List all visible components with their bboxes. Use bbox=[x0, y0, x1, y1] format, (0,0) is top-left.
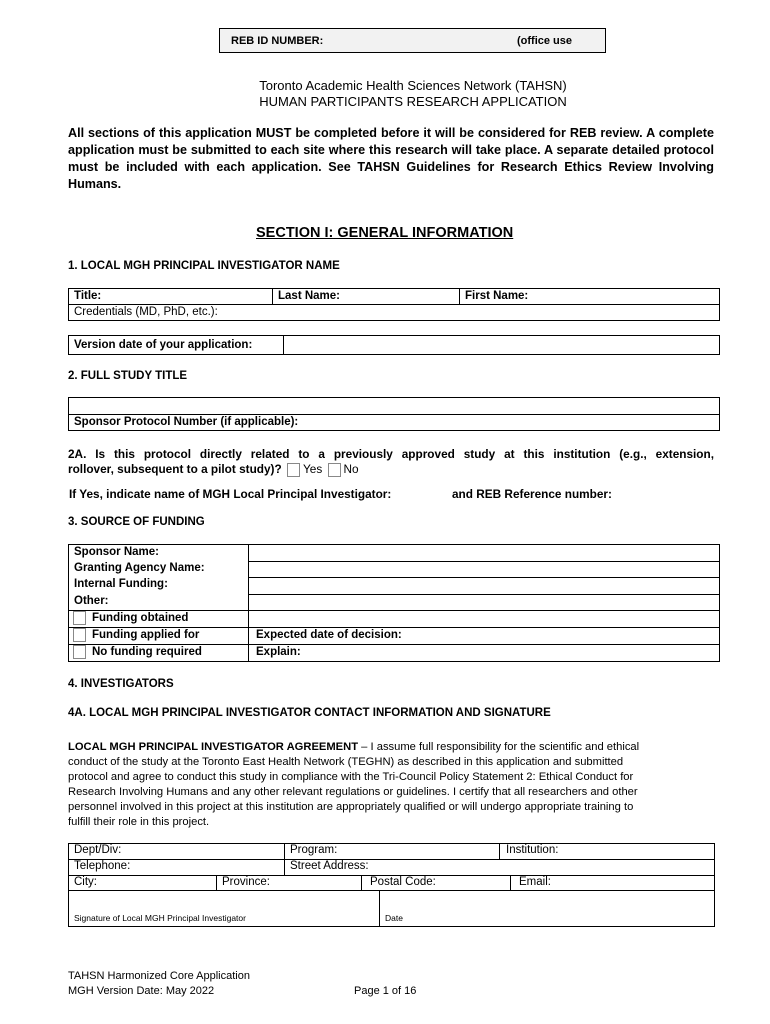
version-date-input[interactable] bbox=[284, 336, 719, 354]
section-1-heading: 1. LOCAL MGH PRINCIPAL INVESTIGATOR NAME bbox=[68, 260, 340, 272]
if-yes-label: If Yes, indicate name of MGH Local Principal Investigator: bbox=[69, 487, 392, 501]
granting-agency-input[interactable] bbox=[249, 562, 719, 577]
last-name-field[interactable]: Last Name: bbox=[278, 290, 340, 302]
title-field[interactable]: Title: bbox=[74, 290, 102, 302]
study-title-input[interactable] bbox=[69, 398, 719, 414]
no-funding-row bbox=[69, 645, 248, 659]
province-field[interactable]: Province: bbox=[222, 876, 270, 888]
dept-div-field[interactable]: Dept/Div: bbox=[74, 844, 122, 856]
section-3-heading: 3. SOURCE OF FUNDING bbox=[68, 516, 205, 528]
first-name-field[interactable]: First Name: bbox=[465, 290, 529, 302]
funding-obtained-label: Funding obtained bbox=[92, 612, 189, 625]
granting-agency-label: Granting Agency Name: bbox=[74, 562, 205, 574]
credentials-field[interactable]: Credentials (MD, PhD, etc.): bbox=[74, 306, 218, 318]
title-line-2: HUMAN PARTICIPANTS RESEARCH APPLICATION bbox=[259, 94, 567, 109]
question-2a-line-1: 2A. Is this protocol directly related to a previously approved study at this institution (e.g., extension, bbox=[68, 447, 714, 461]
agreement-line-4: Research Involving Humans and any other relevant regulations or guidelines. I certify that all researchers and other bbox=[68, 786, 638, 798]
funding-table bbox=[68, 544, 720, 662]
agreement-paragraph bbox=[68, 740, 728, 830]
agreement-title: LOCAL MGH PRINCIPAL INVESTIGATOR AGREEMENT bbox=[68, 741, 359, 753]
sponsor-protocol-field[interactable]: Sponsor Protocol Number (if applicable): bbox=[74, 416, 299, 428]
yes-checkbox[interactable] bbox=[287, 463, 300, 477]
no-funding-label: No funding required bbox=[92, 646, 202, 659]
intro-paragraph: All sections of this application MUST be completed before it will be considered for REB review. A complete application must be submitted to each site where this research will take place. A separate detailed protocol must be included with each application. See TAHSN Guidelines for Research Ethics Review Involving Humans. bbox=[68, 126, 714, 191]
no-funding-checkbox[interactable] bbox=[73, 645, 86, 659]
question-2a-line-2-text: rollover, subsequent to a pilot study)? bbox=[68, 462, 282, 476]
agreement-line-1 bbox=[68, 740, 728, 755]
section-4a-heading: 4A. LOCAL MGH PRINCIPAL INVESTIGATOR CONTACT INFORMATION AND SIGNATURE bbox=[68, 707, 551, 719]
version-date-table bbox=[68, 335, 720, 355]
title-line-1: Toronto Academic Health Sciences Network (TAHSN) bbox=[259, 78, 567, 93]
internal-funding-label: Internal Funding: bbox=[74, 578, 168, 590]
question-2a-line-2 bbox=[68, 462, 359, 477]
no-checkbox[interactable] bbox=[328, 463, 341, 477]
expected-date-field[interactable]: Expected date of decision: bbox=[256, 629, 402, 641]
reb-id-label: REB ID NUMBER: bbox=[231, 35, 324, 47]
reb-reference-label: and REB Reference number: bbox=[452, 487, 612, 501]
version-date-label: Version date of your application: bbox=[74, 339, 253, 351]
institution-field[interactable]: Institution: bbox=[506, 844, 559, 856]
other-funding-label: Other: bbox=[74, 595, 109, 607]
other-funding-input[interactable] bbox=[249, 595, 719, 610]
agreement-line-5: personnel involved in this project at this institution are appropriately qualified or will undergo appropriate training to bbox=[68, 801, 634, 813]
street-address-field[interactable]: Street Address: bbox=[290, 860, 369, 872]
office-use-label: (office use bbox=[517, 35, 573, 47]
sponsor-name-label: Sponsor Name: bbox=[74, 546, 159, 558]
contact-table bbox=[68, 843, 715, 927]
date-field[interactable]: Date bbox=[385, 913, 403, 923]
signature-field[interactable]: Signature of Local MGH Principal Investigator bbox=[74, 913, 246, 923]
postal-code-field[interactable]: Postal Code: bbox=[370, 876, 436, 888]
agreement-line-2: conduct of the study at the Toronto East Health Network (TEGHN) as described in this application and submitted bbox=[68, 756, 624, 768]
funding-applied-checkbox[interactable] bbox=[73, 628, 86, 642]
sponsor-name-input[interactable] bbox=[249, 545, 719, 561]
page-number: Page 1 of 16 bbox=[354, 985, 417, 997]
agreement-line-1-text: – I assume full responsibility for the scientific and ethical bbox=[361, 741, 640, 753]
section-4-heading: 4. INVESTIGATORS bbox=[68, 678, 174, 690]
footer-line-2: MGH Version Date: May 2022 bbox=[68, 985, 215, 997]
funding-applied-label: Funding applied for bbox=[92, 629, 200, 642]
agreement-line-3: protocol and agree to conduct this study in compliance with the Tri-Council Policy Statement 2: Ethical Conduct for bbox=[68, 771, 634, 783]
pi-name-table bbox=[68, 288, 720, 321]
agreement-line-6: fulfill their role in this project. bbox=[68, 816, 210, 828]
footer-line-1: TAHSN Harmonized Core Application bbox=[68, 970, 250, 982]
study-title-table bbox=[68, 397, 720, 431]
program-field[interactable]: Program: bbox=[290, 844, 338, 856]
email-field[interactable]: Email: bbox=[519, 876, 551, 888]
funding-obtained-row bbox=[69, 611, 248, 625]
city-field[interactable]: City: bbox=[74, 876, 97, 888]
no-label: No bbox=[343, 462, 359, 476]
section-2-heading: 2. FULL STUDY TITLE bbox=[68, 370, 188, 382]
reb-id-box bbox=[219, 28, 606, 53]
internal-funding-input[interactable] bbox=[249, 578, 719, 594]
funding-obtained-checkbox[interactable] bbox=[73, 611, 86, 625]
explain-field[interactable]: Explain: bbox=[256, 646, 301, 658]
funding-applied-row bbox=[69, 628, 248, 642]
telephone-field[interactable]: Telephone: bbox=[74, 860, 131, 872]
yes-label: Yes bbox=[302, 462, 323, 476]
section-heading: SECTION I: GENERAL INFORMATION bbox=[256, 225, 514, 241]
